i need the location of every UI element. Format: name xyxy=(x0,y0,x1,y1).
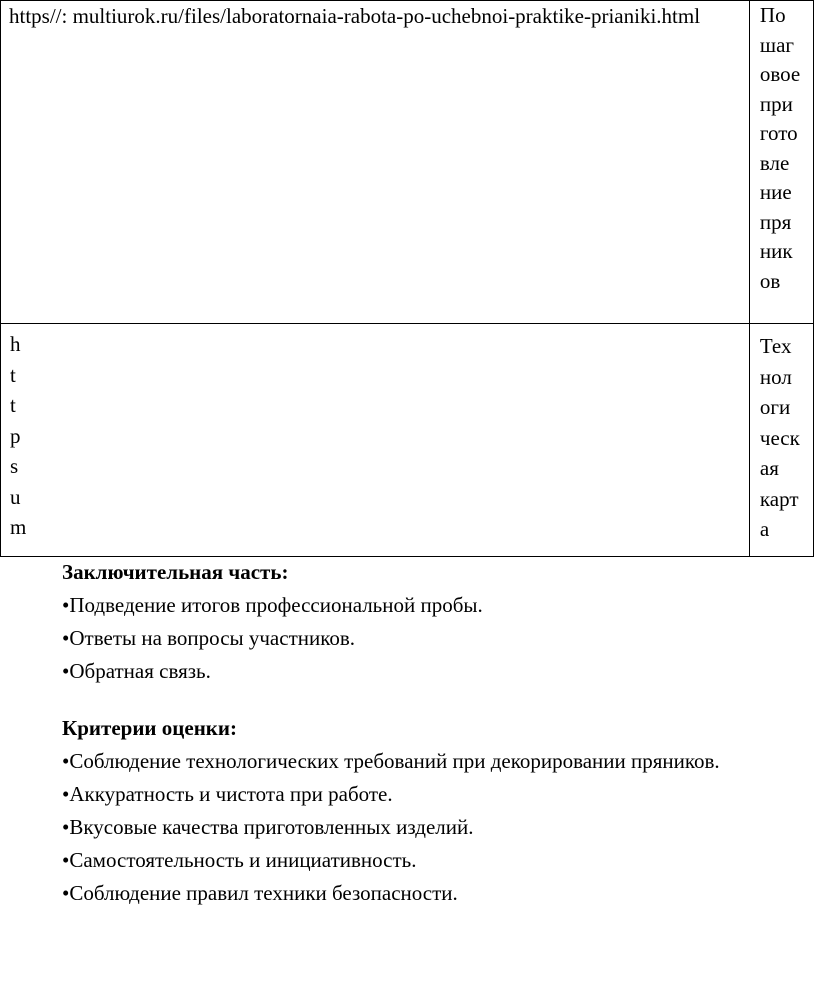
bullet-icon: • xyxy=(62,593,70,617)
list-item xyxy=(0,589,816,622)
link-fragment[interactable]: t xyxy=(10,393,16,417)
description-line: гото xyxy=(759,121,798,145)
bullet-icon: • xyxy=(62,626,70,650)
bullet-icon: • xyxy=(62,881,70,905)
list-item-text: Аккуратность и чистота при работе. xyxy=(69,782,393,806)
link-fragment[interactable]: m xyxy=(10,515,27,539)
description-line: карт xyxy=(759,486,799,511)
final-part-section xyxy=(0,556,816,688)
section-heading: Заключительная часть: xyxy=(62,560,289,584)
list-item xyxy=(0,877,816,910)
list-item xyxy=(0,622,816,655)
section-heading: Критерии оценки: xyxy=(62,716,237,740)
link-cell xyxy=(1,324,750,557)
description-line: вле xyxy=(759,150,790,175)
description-line: овое xyxy=(759,62,801,86)
list-item-text: Соблюдение правил техники безопасности. xyxy=(69,881,458,905)
link-fragment[interactable]: h xyxy=(10,332,21,356)
description-cell xyxy=(749,324,813,557)
link-fragment[interactable]: u xyxy=(10,484,21,509)
description-line: нол xyxy=(759,364,792,389)
list-item xyxy=(0,778,816,811)
bullet-icon: • xyxy=(62,659,70,683)
link-cell xyxy=(1,1,750,324)
table-row xyxy=(1,324,814,557)
link-fragment[interactable]: s xyxy=(10,454,19,478)
description-line: ов xyxy=(759,268,781,293)
description-line: ник xyxy=(759,239,793,263)
list-item-text: Обратная связь. xyxy=(69,659,211,683)
description-line: По xyxy=(759,3,786,27)
list-item-text: Самостоятельность и инициативность. xyxy=(69,848,417,872)
description-cell xyxy=(749,1,813,324)
criteria-section xyxy=(0,712,816,910)
bullet-icon: • xyxy=(62,815,70,839)
link-fragment[interactable]: p xyxy=(10,423,21,448)
list-item xyxy=(0,844,816,877)
list-item-text: Ответы на вопросы участников. xyxy=(69,626,356,650)
bullet-icon: • xyxy=(62,782,70,806)
list-item-text: Вкусовые качества приготовленных изделий. xyxy=(69,815,474,839)
resource-link[interactable]: https//: multiurok.ru/files/laboratornaia-rabota-po-uchebnoi-praktike-prianiki.html xyxy=(9,4,701,28)
list-item-text: Соблюдение технологических требований при декорировании пряников. xyxy=(69,749,720,773)
table-row xyxy=(1,1,814,324)
list-item-text: Подведение итогов профессиональной пробы. xyxy=(69,593,483,617)
list-item xyxy=(0,745,740,777)
description-line: ая xyxy=(759,456,779,480)
description-line: ние xyxy=(759,180,792,204)
bullet-icon: • xyxy=(62,749,70,773)
description-line: а xyxy=(759,517,770,541)
link-fragment[interactable]: t xyxy=(10,362,16,387)
description-line: шаг xyxy=(759,32,795,57)
description-line: Тех xyxy=(759,334,792,358)
bullet-icon: • xyxy=(62,848,70,872)
list-item xyxy=(0,655,816,688)
list-item xyxy=(0,811,816,844)
description-line: пря xyxy=(759,209,792,234)
description-line: ческ xyxy=(759,425,800,450)
description-line: при xyxy=(759,91,793,116)
description-line: оги xyxy=(759,395,791,419)
